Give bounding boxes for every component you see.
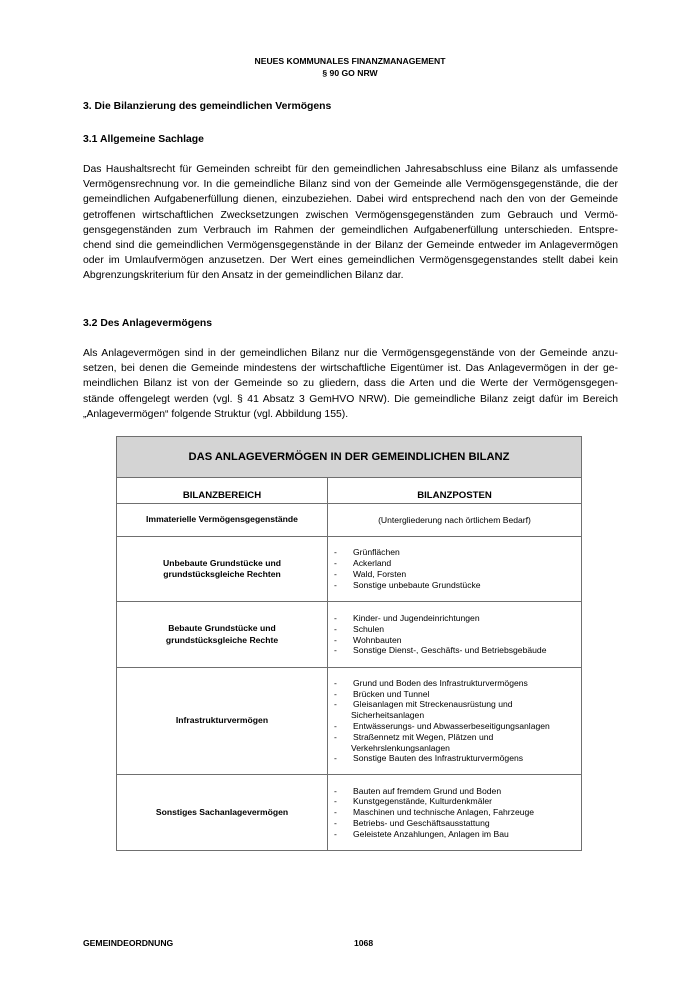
table-title: DAS ANLAGEVERMÖGEN IN DER GEMEINDLICHEN BILANZ [117,437,582,478]
list-item: - Kinder- und Jugendeinrichtungen [334,612,480,623]
list-item: - Maschinen und technische Anlagen, Fahrzeuge [334,807,535,818]
category-cell: Infrastrukturvermögen [117,668,328,775]
list-item: - Bauten auf fremdem Grund und Boden [334,785,502,796]
section-3-2-paragraph [83,346,618,422]
section-3-2-heading: 3.2 Des Anlagevermögens [83,318,212,329]
section-3-heading: 3. Die Bilanzierung des gemeindlichen Vermögens [83,101,332,112]
text-line: oder im Umlaufvermögen anzusetzen. Der Wert eines gemeindlichen Vermögensgegenstandes stellt dabei kein [83,255,618,267]
list-item-continuation: Verkehrslenkungsanlagen [351,742,450,753]
text-line: gensgegenständen zum Verbrauch im Rahmen der gemeindlichen Aufgabenerfüllung unterschieden. Entspre- [83,224,618,236]
list-item: - Straßennetz mit Wegen, Plätzen und [334,731,494,742]
text-line: stände offengelegt werden (vgl. § 41 Absatz 3 GemHVO NRW). Die gemeindliche Bilanz zeigt dafür im Bereich [83,393,618,405]
header-line-1: NEUES KOMMUNALES FINANZMANAGEMENT [254,56,446,66]
category-line: Bebaute Grundstücke und [168,623,276,634]
list-item: - Schulen [334,623,385,634]
header-line-2: § 90 GO NRW [322,67,378,78]
list-item: - Entwässerungs- und Abwasserbeseitigungsanlagen [334,721,550,731]
list-item: - Geleistete Anzahlungen, Anlagen im Bau [334,828,509,839]
list-item-continuation: Sicherheitsanlagen [351,710,425,721]
category-line: Unbebaute Grundstücke und [163,557,281,568]
footer-left: GEMEINDEORDNUNG [83,938,174,948]
list-item: - Ackerland [334,558,392,569]
text-line: „Anlagevermögen“ folgende Struktur (vgl. Abbildung 155). [83,408,349,420]
list-item: - Kunstgegenstände, Kulturdenkmäler [334,796,493,807]
list-item: - Grünflächen [334,547,400,558]
section-3-1-heading: 3.1 Allgemeine Sachlage [83,134,204,145]
list-item: - Grund und Boden des Infrastrukturvermögens [334,677,528,688]
list-item: - Wohnbauten [334,634,402,645]
category-line: grundstücksgleiche Rechte [165,634,279,645]
text-line: chend sind die gemeindlichen Vermögensgegenstände in der Bilanz der Gemeinde entweder im Anlagevermögen [83,239,618,251]
posten-cell [328,537,582,602]
text-line: meindlichen Bilanz ist von der Gemeinde so zu gliedern, dass die Arten und die Werte der Vermögensgegen- [83,378,618,390]
text-line: getroffenen wirtschaftlichen Zwecksetzungen zwischen Vermögensgegenständen zum Gebrauch und Vermö- [83,209,618,221]
section-3-1-paragraph [83,162,618,284]
text-line: Als Anlagevermögen sind in der gemeindlichen Bilanz nur die Vermögensgegenstände von der Gemeinde anzu- [83,348,618,359]
posten-cell [328,602,582,668]
category-cell [117,602,328,668]
list-item: - Sonstige Dienst-, Geschäfts- und Betriebsgebäude [334,645,547,656]
text-line: gemeindlichen Aufgabenerfüllung dienen, einzubeziehen. Dabei wird entsprechend nach den von der Gemeinde [83,194,618,206]
column-header-bilanzbereich: BILANZBEREICH [117,478,328,504]
posten-cell [328,775,582,851]
list-item: - Brücken und Tunnel [334,688,430,699]
posten-cell [328,668,582,775]
text-line: setzen, bei denen die Gemeinde mindestens der wirtschaftliche Eigentümer ist. Das Anlagevermögen in der ge- [83,363,618,375]
list-item: - Sonstige unbebaute Grundstücke [334,579,481,590]
list-item: - Betriebs- und Geschäftsausstattung [334,817,490,828]
page-header [0,56,700,79]
category-line: grundstücksgleiche Rechten [163,569,281,579]
text-line: Das Haushaltsrecht für Gemeinden schreibt für den gemeindlichen Jahresabschluss eine Bilanz als umfassende [83,164,618,175]
page-number: 1068 [354,938,374,948]
text-line: Vermögensrechnung vor. In die gemeindliche Bilanz sind von der Gemeinde alle Vermögensgegenstände, die der [83,179,618,191]
category-cell [117,537,328,602]
category-cell: Sonstiges Sachanlagevermögen [117,775,328,851]
anlagevermoegen-table [116,436,582,851]
list-item: - Wald, Forsten [334,569,407,579]
list-item: - Sonstige Bauten des Infrastrukturvermögens [334,753,524,764]
text-line: Abgrenzungskriterium für den Ansatz in der gemeindlichen Bilanz dar. [83,270,404,282]
list-item: - Gleisanlagen mit Streckenausrüstung und [334,699,513,710]
category-cell: Immaterielle Vermögensgegenstände [117,504,328,537]
posten-note: (Untergliederung nach örtlichem Bedarf) [328,504,582,537]
column-header-bilanzposten: BILANZPOSTEN [328,478,582,504]
